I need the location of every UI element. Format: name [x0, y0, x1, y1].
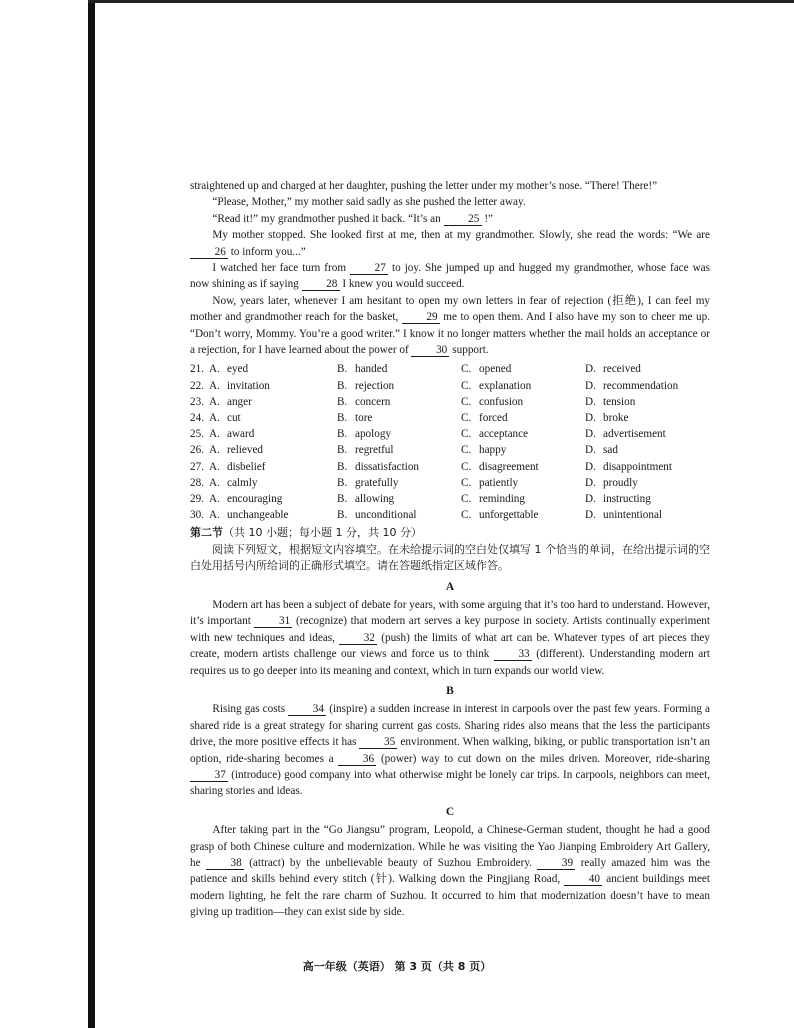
- option-d: [585, 475, 705, 491]
- question-number: 30.: [190, 509, 204, 522]
- text: to inform you...”: [228, 245, 306, 258]
- letter-d: D.: [585, 428, 596, 441]
- letter-c: C.: [461, 460, 472, 473]
- text: (introduce) good company into what otherwise might be lonely car trips. In carpools, neighbors can meet, sharing stories and ideas.: [190, 769, 710, 798]
- blank-39: 39: [537, 857, 575, 870]
- option-text: rejection: [355, 379, 395, 392]
- option-row: [190, 378, 710, 394]
- blank-27: 27: [350, 262, 388, 275]
- passage-line: [190, 211, 710, 227]
- letter-b: B.: [337, 379, 348, 392]
- option-d: [585, 459, 705, 475]
- option-text: recommendation: [603, 379, 679, 392]
- letter-c: C.: [461, 395, 472, 408]
- question-number: 22.: [190, 379, 204, 392]
- option-text: disagreement: [479, 460, 539, 473]
- scan-edge-left: [88, 0, 95, 1028]
- option-b: [337, 394, 461, 410]
- option-text: disappointment: [603, 460, 672, 473]
- option-b: [337, 426, 461, 442]
- text: “Please, Mother,” my mother said sadly as she pushed the letter away.: [212, 196, 526, 209]
- passage-line: [190, 293, 710, 359]
- letter-c: C.: [461, 428, 472, 441]
- option-row: [190, 459, 710, 475]
- option-row: [190, 410, 710, 426]
- letter-b: B.: [337, 363, 348, 376]
- section-instruction: 阅读下列短文，根据短文内容填空。在未给提示词的空白处仅填写 1 个恰当的单词，在给出提示词的空白处用括号内所给词的正确形式填空。请在答题纸指定区域作答。: [190, 542, 710, 573]
- option-a: [209, 426, 337, 442]
- option-text: unintentional: [603, 509, 663, 522]
- option-c: [461, 507, 585, 523]
- option-text: invitation: [227, 379, 270, 392]
- option-text: confusion: [479, 395, 524, 408]
- option-text: unchangeable: [227, 509, 289, 522]
- passage-line: [190, 260, 710, 293]
- options-list: [190, 361, 710, 523]
- option-d: [585, 394, 705, 410]
- option-text: proudly: [603, 476, 638, 489]
- letter-c: C.: [461, 412, 472, 425]
- option-row: [190, 394, 710, 410]
- letter-a: A.: [209, 476, 220, 489]
- option-text: gratefully: [355, 476, 399, 489]
- letter-d: D.: [585, 460, 596, 473]
- blank-37: 37: [190, 769, 228, 782]
- option-c: [461, 378, 585, 394]
- question-number: 23.: [190, 395, 204, 408]
- letter-b: B.: [337, 444, 348, 457]
- option-text: forced: [479, 412, 508, 425]
- option-a: [209, 491, 337, 507]
- option-text: allowing: [355, 492, 395, 505]
- text: to joy. She jumped up and hugged my grandmother, whose face was now shining as if saying: [190, 262, 710, 291]
- section-heading: [190, 525, 710, 541]
- option-text: encouraging: [227, 492, 283, 505]
- letter-d: D.: [585, 379, 596, 392]
- question-number: 25.: [190, 428, 204, 441]
- option-text: concern: [355, 395, 391, 408]
- letter-b: B.: [337, 395, 348, 408]
- option-b: [337, 507, 461, 523]
- passage-line: [190, 178, 710, 194]
- option-text: apology: [355, 428, 392, 441]
- option-text: tension: [603, 395, 636, 408]
- option-text: tore: [355, 412, 373, 425]
- option-b: [337, 378, 461, 394]
- text: (attract) by the unbelievable beauty of Suzhou Embroidery.: [243, 857, 538, 870]
- text: me to open them. And I also have my son to cheer me up. “Don’t worry, Mommy. You’re a good writer.” I know it no longer matters whether the mail holds an acceptance or a rejection, for I have learned about the power of: [190, 311, 710, 357]
- option-text: handed: [355, 363, 388, 376]
- blank-40: 40: [564, 873, 602, 886]
- text: I knew you would succeed.: [339, 278, 465, 291]
- passage-label-a: A: [445, 580, 455, 593]
- option-text: unforgettable: [479, 509, 539, 522]
- blank-28: 28: [302, 278, 340, 291]
- option-a: [209, 475, 337, 491]
- option-c: [461, 426, 585, 442]
- option-text: reminding: [479, 492, 525, 505]
- option-c: [461, 491, 585, 507]
- passage-line: [190, 227, 710, 260]
- option-text: sad: [603, 444, 618, 457]
- option-text: acceptance: [479, 428, 529, 441]
- text: “Read it!” my grandmother pushed it back. “It’s an: [212, 212, 444, 225]
- option-b: [337, 361, 461, 377]
- option-text: unconditional: [355, 509, 417, 522]
- text: support.: [449, 344, 489, 357]
- option-text: calmly: [227, 476, 258, 489]
- option-c: [461, 442, 585, 458]
- option-a: [209, 361, 337, 377]
- option-row: [190, 426, 710, 442]
- option-c: [461, 410, 585, 426]
- text: I watched her face turn from: [212, 262, 351, 275]
- passage-label-c: C: [445, 805, 455, 818]
- option-text: relieved: [227, 444, 264, 457]
- passage-label-b: B: [446, 685, 454, 697]
- letter-a: A.: [209, 509, 220, 522]
- letter-c: C.: [461, 476, 472, 489]
- text: (recognize) that modern art serves a key purpose in society. Artists continually experiment with new techniques and ideas,: [190, 615, 710, 644]
- option-d: [585, 378, 705, 394]
- letter-b: B.: [337, 460, 348, 473]
- text: !”: [481, 212, 494, 225]
- blank-31: 31: [254, 615, 292, 628]
- option-d: [585, 361, 705, 377]
- section-title: 第二节: [190, 526, 223, 540]
- option-c: [461, 459, 585, 475]
- blank-26: 26: [190, 246, 228, 259]
- option-text: happy: [479, 444, 507, 457]
- option-b: [337, 442, 461, 458]
- text: environment. When walking, biking, or public transportation isn’t an option, ride-sharing becomes a: [190, 736, 710, 765]
- letter-d: D.: [585, 395, 596, 408]
- question-number: 29.: [190, 492, 204, 505]
- letter-b: B.: [337, 509, 348, 522]
- option-text: anger: [227, 395, 252, 408]
- letter-d: D.: [585, 363, 596, 376]
- letter-b: B.: [337, 492, 348, 505]
- text: straightened up and charged at her daughter, pushing the letter under my mother’s nose. “There! There!”: [190, 180, 658, 192]
- option-a: [209, 378, 337, 394]
- option-a: [209, 394, 337, 410]
- option-a: [209, 459, 337, 475]
- option-text: regretful: [355, 444, 394, 457]
- letter-d: D.: [585, 412, 596, 425]
- section-meta: （共 10 小题；每小题 1 分，共 10 分）: [223, 526, 422, 540]
- blank-38: 38: [206, 857, 244, 870]
- passage-c: [190, 822, 710, 920]
- letter-a: A.: [209, 363, 220, 376]
- blank-25: 25: [444, 213, 482, 226]
- blank-29: 29: [402, 311, 440, 324]
- passage-b: [190, 701, 710, 799]
- option-text: broke: [603, 412, 629, 425]
- question-number: 21.: [190, 363, 204, 376]
- letter-c: C.: [461, 509, 472, 522]
- option-b: [337, 491, 461, 507]
- letter-a: A.: [209, 412, 220, 425]
- text: Modern art has been a subject of debate for years, with some arguing that it’s too hard to understand. However, it’s important: [190, 598, 710, 628]
- question-number: 24.: [190, 412, 204, 425]
- passage-a: [190, 597, 710, 679]
- option-c: [461, 394, 585, 410]
- question-number: 27.: [190, 460, 204, 473]
- option-text: patiently: [479, 476, 519, 489]
- option-a: [209, 442, 337, 458]
- blank-33: 33: [494, 648, 532, 661]
- scan-edge-top: [88, 0, 794, 3]
- letter-a: A.: [209, 444, 220, 457]
- text: Now, years later, whenever I am hesitant to open my own letters in fear of rejection (拒绝), I can feel my mother and grandmother reach for the basket,: [190, 294, 710, 324]
- blank-32: 32: [339, 632, 377, 645]
- text: (different). Understanding modern art requires us to go deeper into its meaning and context, which in turn expands our world view.: [190, 648, 710, 677]
- letter-d: D.: [585, 492, 596, 505]
- passage-line: [190, 194, 710, 210]
- question-number: 26.: [190, 444, 204, 457]
- option-row: [190, 361, 710, 377]
- option-text: eyed: [227, 363, 249, 376]
- letter-b: B.: [337, 476, 348, 489]
- letter-b: B.: [337, 412, 348, 425]
- option-d: [585, 507, 705, 523]
- option-text: advertisement: [603, 428, 666, 441]
- text: (push) the limits of what art can be. Whatever types of art pieces they create, modern artists challenge our views and force us to think: [190, 631, 710, 661]
- option-row: [190, 475, 710, 491]
- option-row: [190, 491, 710, 507]
- blank-35: 35: [359, 736, 397, 749]
- option-text: disbelief: [227, 460, 266, 473]
- blank-34: 34: [288, 703, 326, 716]
- option-b: [337, 410, 461, 426]
- text: (inspire) a sudden increase in interest in carpools over the past few years. Forming a shared ride is a great strategy for sharing current gas costs. Sharing rides also means that the less the participants drive, the more positive effects it has: [190, 703, 710, 749]
- option-d: [585, 442, 705, 458]
- text: ancient buildings meet modern lighting, he felt the rare charm of Suzhou. It occurred to him that modernization doesn’t have to mean giving up tradition—they can exist side by side.: [190, 873, 710, 919]
- page-content: [190, 178, 710, 921]
- page-footer: 高一年级（英语） 第 3 页（共 8 页）: [302, 960, 492, 973]
- text: Rising gas costs: [212, 703, 289, 716]
- blank-36: 36: [338, 753, 376, 766]
- letter-a: A.: [209, 395, 220, 408]
- letter-c: C.: [461, 379, 472, 392]
- text: (power) way to cut down on the miles driven. Moreover, ride-sharing: [376, 752, 710, 765]
- letter-a: A.: [209, 492, 220, 505]
- option-c: [461, 475, 585, 491]
- option-text: dissatisfaction: [355, 460, 420, 473]
- option-text: explanation: [479, 379, 532, 392]
- option-c: [461, 361, 585, 377]
- letter-c: C.: [461, 444, 472, 457]
- option-a: [209, 507, 337, 523]
- text: My mother stopped. She looked first at me, then at my grandmother. Slowly, she read the words: “We are: [212, 229, 710, 242]
- option-text: instructing: [603, 492, 651, 505]
- option-row: [190, 442, 710, 458]
- option-d: [585, 426, 705, 442]
- blank-30: 30: [411, 344, 449, 357]
- option-text: award: [227, 428, 255, 441]
- option-b: [337, 475, 461, 491]
- letter-d: D.: [585, 444, 596, 457]
- letter-d: D.: [585, 476, 596, 489]
- option-text: cut: [227, 412, 241, 425]
- letter-a: A.: [209, 428, 220, 441]
- letter-a: A.: [209, 379, 220, 392]
- option-text: received: [603, 363, 641, 376]
- option-d: [585, 491, 705, 507]
- question-number: 28.: [190, 476, 204, 489]
- text: After taking part in the “Go Jiangsu” program, Leopold, a Chinese-German student, thought he had a good grasp of both Chinese culture and modernization. While he was visiting the Yao Jianping Embroidery Art Gallery, he: [190, 824, 710, 870]
- letter-d: D.: [585, 509, 596, 522]
- letter-c: C.: [461, 492, 472, 505]
- option-text: opened: [479, 363, 512, 376]
- option-d: [585, 410, 705, 426]
- letter-a: A.: [209, 460, 220, 473]
- option-row: [190, 507, 710, 523]
- letter-b: B.: [337, 428, 348, 441]
- letter-c: C.: [461, 363, 472, 376]
- option-a: [209, 410, 337, 426]
- text: really amazed him was the patience and skills behind every stitch (针). Walking down the Pingjiang Road,: [190, 857, 710, 886]
- option-b: [337, 459, 461, 475]
